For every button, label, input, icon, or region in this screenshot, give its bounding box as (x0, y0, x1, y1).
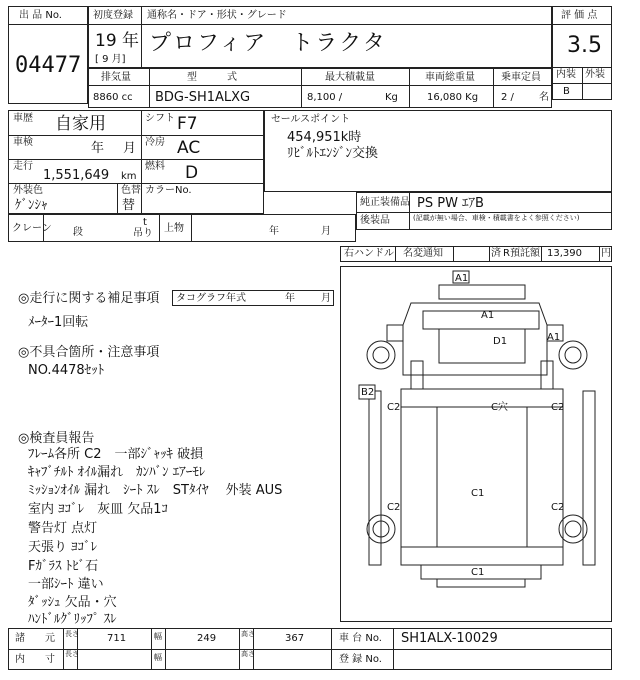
damage-mark: C2 (387, 402, 401, 413)
grade-box (552, 6, 612, 100)
inspector-line: 警告灯 点灯 (28, 521, 98, 536)
chassis-number: SH1ALX-10029 (401, 631, 498, 646)
inspection-month: 月 (123, 141, 137, 156)
width-value: 249 (197, 633, 217, 644)
recycle-amount: 13,390 (547, 248, 582, 259)
height-value: 367 (285, 633, 305, 644)
length-label: 長さ (65, 630, 79, 638)
damage-mark: C2 (551, 402, 565, 413)
capacity-unit: 名 (539, 92, 549, 103)
inspector-line: 天張り ﾖｺﾞﾚ (28, 540, 98, 555)
sales-point-line: ﾘﾋﾞﾙﾄｴﾝｼﾞﾝ交換 (287, 146, 379, 161)
inspector-line: ﾌﾚｰﾑ各所 C2 一部ｼﾞｬｯｷ 破損 (28, 447, 204, 462)
details-box (8, 110, 264, 214)
tacho-year: 年 (285, 293, 295, 304)
color-change: 替 (122, 198, 136, 213)
inspector-line: 室内 ﾖｺﾞﾚ 灰皿 欠品1ｺ (28, 502, 169, 517)
footer-table (8, 628, 612, 670)
max-load-label: 最大積載量 (325, 72, 375, 83)
damage-mark: A1 (481, 310, 495, 321)
ext-color: ｹﾞﾝｼｬ (15, 198, 48, 213)
inner-length-label: 長さ (65, 650, 79, 658)
spec-row (88, 68, 552, 108)
upper-label: 上物 (164, 223, 184, 234)
crane-ton: t (143, 217, 147, 228)
exterior-label: 外装 (585, 69, 605, 80)
shift: F7 (177, 114, 198, 134)
inner-size-label: 内 寸 (15, 654, 55, 665)
inspector-line: ﾀﾞｯｼｭ 欠品・穴 (28, 595, 117, 610)
aftermarket-note: (記載が無い場合、車検・積載書をよく参照ください) (413, 214, 580, 222)
inspector-line: ｷｬﾌﾞﾁﾙﾄ ｵｲﾙ漏れ ｶﾝﾊﾞﾝ ｴｱｰﾓﾚ (28, 465, 206, 480)
inner-width-label: 幅 (154, 653, 162, 662)
inspection-year: 年 (91, 141, 105, 156)
damage-mark: A1 (547, 332, 561, 343)
spec-label: 諸 元 (15, 633, 55, 644)
truck-diagram (340, 266, 612, 622)
mileage-unit: km (121, 171, 137, 182)
length-value: 711 (107, 633, 127, 644)
name-change-label: 名変通知 (403, 248, 443, 259)
damage-mark: D1 (493, 336, 508, 347)
max-load-unit: Kg (385, 92, 398, 103)
driving-heading: ◎走行に関する補足事項 (18, 291, 160, 306)
gross-weight-label: 車両総重量 (425, 72, 475, 83)
history-label: 車歴 (13, 113, 33, 124)
fuel: D (185, 163, 199, 183)
tacho-box (172, 290, 334, 306)
first-reg-label: 初度登録 (93, 10, 133, 21)
damage-mark: C1 (471, 567, 485, 578)
aftermarket-label: 後装品 (360, 215, 390, 226)
damage-mark: C穴 (491, 402, 508, 413)
crane-row (8, 214, 356, 242)
ac-label: 冷房 (145, 137, 165, 148)
lot-label: 出 品 No. (19, 10, 62, 21)
recycle-label: R預託額 (503, 248, 540, 259)
damage-mark: C2 (551, 502, 565, 513)
crane-stage: 段 (73, 227, 83, 238)
inspector-line: ﾐｯｼｮﾝｵｲﾙ 漏れ ｼｰﾄ ｽﾚ STﾀｲﾔ 外装 AUS (28, 483, 283, 498)
lot-box (8, 6, 88, 104)
inspector-line: Fｶﾞﾗｽ ﾄﾋﾞ石 (28, 559, 99, 574)
inspector-line: ﾊﾝﾄﾞﾙｸﾞﾘｯﾌﾟ ｽﾚ (28, 612, 117, 627)
upper-year: 年 (269, 226, 279, 237)
model-name-label: 通称名・ドア・形状・グレード (147, 10, 287, 21)
history: 自家用 (55, 114, 106, 134)
defects-line: NO.4478ｾｯﾄ (28, 363, 105, 378)
genuine-label: 純正装備品 (360, 197, 410, 208)
defects-heading: ◎不具合箇所・注意事項 (18, 345, 160, 360)
first-reg-year: 19 年 (95, 31, 140, 51)
name-change-mark: 済 (491, 248, 501, 259)
tacho-month: 月 (321, 293, 331, 304)
equipment-box (356, 192, 612, 230)
sales-points-label: セールスポイント (271, 114, 351, 125)
model-name: プロフィア トラクタ (149, 31, 387, 56)
interior-label: 内装 (556, 69, 576, 80)
ext-color-label: 外装色 (13, 185, 43, 196)
grade-label: 評 価 点 (561, 10, 598, 21)
color-change-label: 色替 (121, 185, 141, 196)
genuine-equipment: PS PW ｴｱB (417, 196, 484, 211)
first-reg-month: [ 9 月] (95, 54, 126, 65)
driving-line: ﾒｰﾀｰ1回転 (28, 315, 89, 330)
displacement-label: 排気量 (101, 72, 131, 83)
rhd-label: 右ハンドル (344, 248, 394, 259)
crane-hang: 吊り (133, 228, 153, 239)
tacho-label: タコグラフ年式 (176, 293, 246, 304)
inner-height-label: 高さ (241, 650, 255, 658)
mileage-label: 走行 (13, 161, 33, 172)
interior-grade: B (563, 86, 570, 97)
fuel-label: 燃料 (145, 161, 165, 172)
color-no-label: カラーNo. (145, 185, 192, 196)
max-load: 8,100 / (307, 92, 343, 103)
upper-month: 月 (321, 226, 331, 237)
inspector-heading: ◎検査員報告 (18, 431, 95, 446)
damage-mark: B2 (361, 387, 375, 398)
reg-label: 登 録 No. (339, 654, 382, 665)
model-code: BDG-SH1ALXG (155, 90, 251, 105)
inspector-line: 一部ｼｰﾄ 違い (28, 577, 104, 592)
ac: AC (177, 138, 201, 158)
crane-label: クレーン (12, 223, 52, 234)
shift-label: シフト (145, 113, 175, 124)
displacement: 8860 cc (93, 92, 133, 103)
flags-row (340, 246, 612, 262)
width-label: 幅 (154, 632, 162, 641)
capacity: 2 / (501, 92, 514, 103)
overall-grade: 3.5 (567, 33, 602, 58)
sales-point-line: 454,951k時 (287, 130, 362, 145)
damage-mark: A1 (455, 273, 469, 284)
model-box (88, 6, 552, 68)
height-label: 高さ (241, 630, 255, 638)
damage-mark: C2 (387, 502, 401, 513)
chassis-label: 車 台 No. (339, 633, 382, 644)
capacity-label: 乗車定員 (501, 72, 541, 83)
inspection-label: 車検 (13, 137, 33, 148)
lot-number: 04477 (15, 53, 82, 78)
model-code-label: 型 式 (187, 72, 237, 83)
gross-weight: 16,080 Kg (427, 92, 479, 103)
sales-points-box (264, 110, 612, 192)
mileage: 1,551,649 (43, 168, 110, 183)
recycle-unit: 円 (601, 248, 611, 259)
damage-mark: C1 (471, 488, 485, 499)
